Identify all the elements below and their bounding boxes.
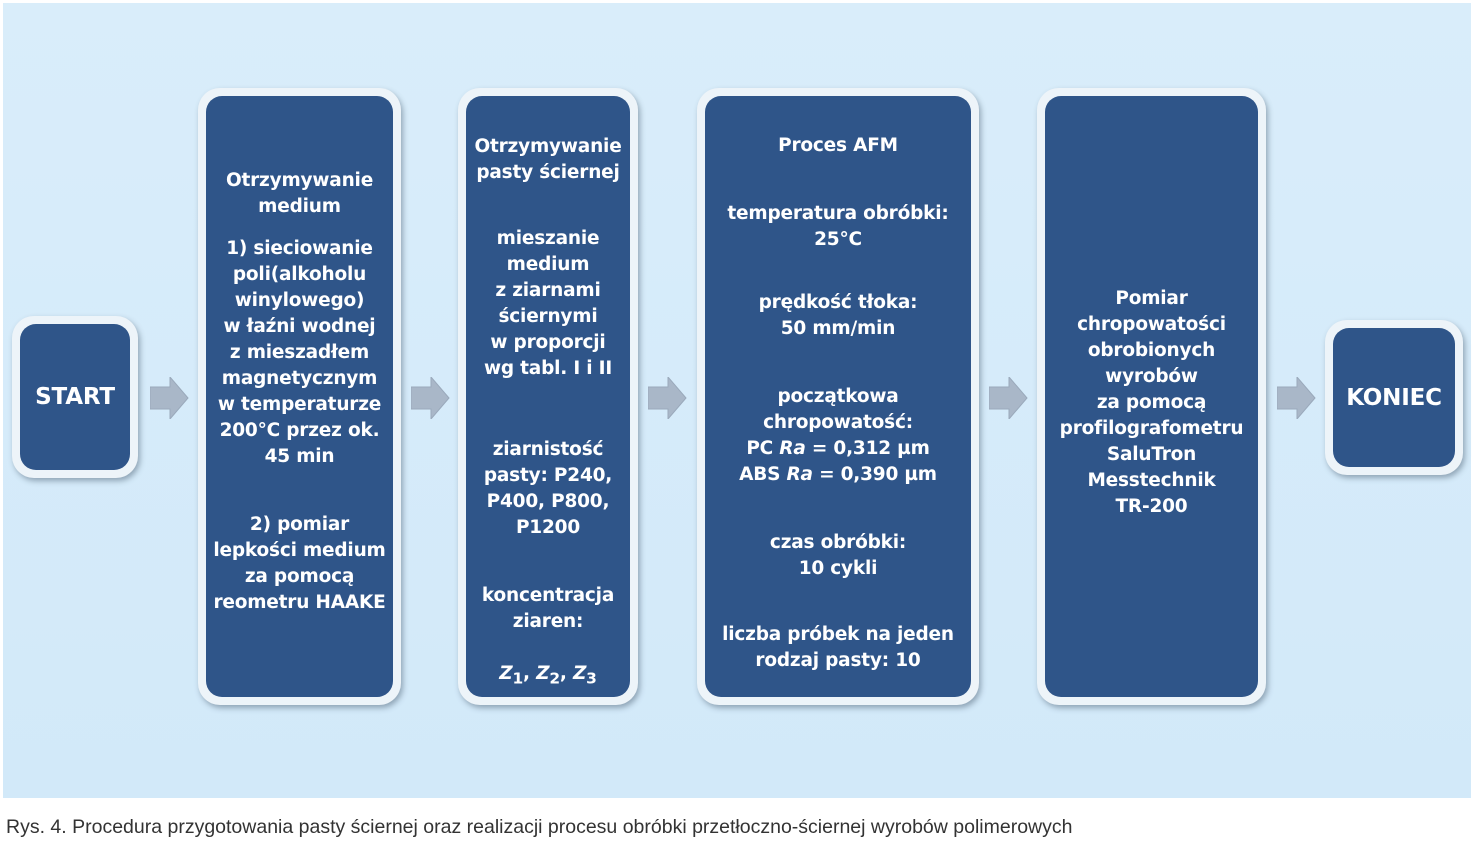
start-label: START: [35, 384, 115, 410]
afm-temperature: temperatura obróbki: 25°C: [727, 203, 949, 250]
paste-concentration-label: koncentracja ziaren:: [481, 585, 615, 632]
z-separator: ,: [559, 663, 573, 684]
abs-prefix: ABS: [739, 464, 787, 485]
end-label: KONIEC: [1346, 384, 1442, 411]
ra-symbol: Ra: [786, 464, 813, 485]
medium-box-inner: [206, 96, 393, 697]
z-subscript-3: 3: [586, 669, 597, 688]
afm-roughness-pc: [746, 436, 929, 462]
paste-grit: ziarnistość pasty: P240, P400, P800, P1200: [483, 439, 613, 538]
z-symbol: Z: [536, 663, 550, 684]
paste-concentration-values: [499, 635, 596, 692]
afm-title: Proces AFM: [778, 135, 898, 156]
z-symbol: Z: [572, 663, 587, 684]
afm-box: [697, 88, 979, 705]
afm-samples: liczba próbek na jeden rodzaj pasty: 10: [722, 624, 954, 671]
paste-mixing: mieszanie medium z ziarnami ściernymi w proporcji wg tabl. I i II: [483, 228, 613, 379]
z-subscript-1: 1: [512, 669, 524, 688]
figure-caption: Rys. 4. Procedura przygotowania pasty ściernej oraz realizacji procesu obróbki przetłoczno-ściernej wyrobów polimerowych: [6, 816, 1073, 838]
afm-roughness-label: początkowa chropowatość:: [763, 386, 913, 433]
medium-title: Otrzymywanie medium: [225, 170, 374, 217]
z-subscript-2: 2: [549, 669, 560, 688]
abs-value: = 0,390 µm: [812, 464, 937, 485]
paste-box: [458, 88, 638, 705]
ra-symbol: Ra: [779, 438, 806, 459]
end-box-inner: [1333, 328, 1455, 467]
afm-time: czas obróbki: 10 cykli: [769, 532, 907, 579]
pc-value: = 0,312 µm: [805, 438, 930, 459]
arrow-right-icon: [150, 377, 190, 419]
z-symbol: Z: [499, 663, 513, 684]
medium-step-1: 1) sieciowanie poli(alkoholu winylowego) w łaźni wodnej z mieszadłem magnetycznym w temperaturze 200°C przez ok. 45 min: [217, 238, 382, 467]
end-box: [1325, 320, 1463, 475]
arrow-right-icon: [411, 377, 451, 419]
afm-roughness-abs: [739, 462, 937, 488]
arrow-right-icon: [989, 377, 1029, 419]
medium-step-2: 2) pomiar lepkości medium za pomocą reometru HAAKE: [213, 514, 386, 613]
arrow-right-icon: [1277, 377, 1317, 419]
measurement-box: [1037, 88, 1266, 705]
arrow-right-icon: [648, 377, 688, 419]
measurement-text: Pomiar chropowatości obrobionych wyrobów za pomocą profilografometru SaluTron Messtechnik TR-200: [1059, 288, 1244, 517]
paste-box-inner: [466, 96, 630, 697]
z-separator: ,: [523, 663, 537, 684]
afm-box-inner: [705, 96, 971, 697]
paste-title: Otrzymywanie pasty ściernej: [474, 136, 622, 183]
measurement-box-inner: [1045, 96, 1258, 697]
afm-piston-speed: prędkość tłoka: 50 mm/min: [758, 292, 918, 339]
start-box-inner: [20, 324, 130, 470]
pc-prefix: PC: [746, 438, 780, 459]
start-box: [12, 316, 138, 478]
medium-box: [198, 88, 401, 705]
